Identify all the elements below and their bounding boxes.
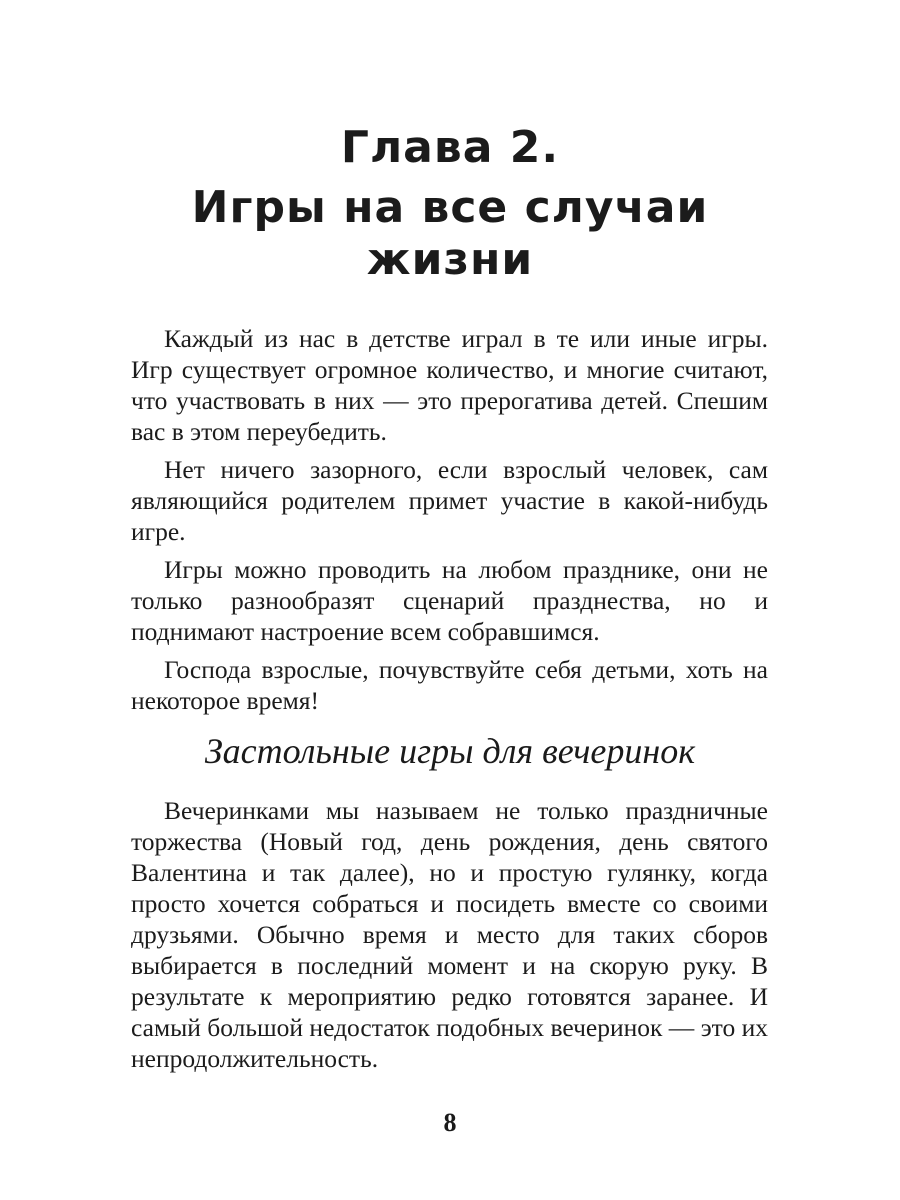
chapter-title-line-1: Глава 2. — [340, 122, 560, 173]
section-heading: Застольные игры для вечеринок — [204, 731, 696, 771]
intro-text — [131, 323, 768, 716]
section-text — [131, 795, 768, 1074]
section-paragraph: Вечеринками мы называем не только праздничные торжества (Новый год, день рождения, день святого Валентина и так далее), но и простую гулянку, когда просто хочется собраться и посидеть вместе со своими друзьями. Обычно время и место для таких сборов выбирается в последний момент и на скорую руку. В результате к мероприятию редко готовятся заранее. И самый большой недостаток подобных вечеринок — это их непродолжительность. — [131, 796, 768, 1073]
intro-paragraph: Каждый из нас в детстве играл в те или иные игры. Игр существует огромное количество, и многие считают, что участвовать в них — это прерогатива детей. Спешим вас в этом переубедить. — [131, 324, 768, 446]
intro-paragraph: Нет ничего зазорного, если взрослый человек, сам являющийся родителем примет участие в какой-нибудь игре. — [131, 455, 768, 546]
chapter-title-line-2: Игры на все случаи — [191, 182, 709, 233]
intro-paragraph: Господа взрослые, почувствуйте себя детьми, хоть на некоторое время! — [131, 655, 768, 715]
intro-paragraph: Игры можно проводить на любом празднике, они не только разнообразят сценарий празднества, но и поднимают настроение всем собравшимся. — [131, 555, 768, 646]
chapter-title-line-3: жизни — [366, 234, 534, 285]
page-number: 8 — [443, 1108, 457, 1137]
